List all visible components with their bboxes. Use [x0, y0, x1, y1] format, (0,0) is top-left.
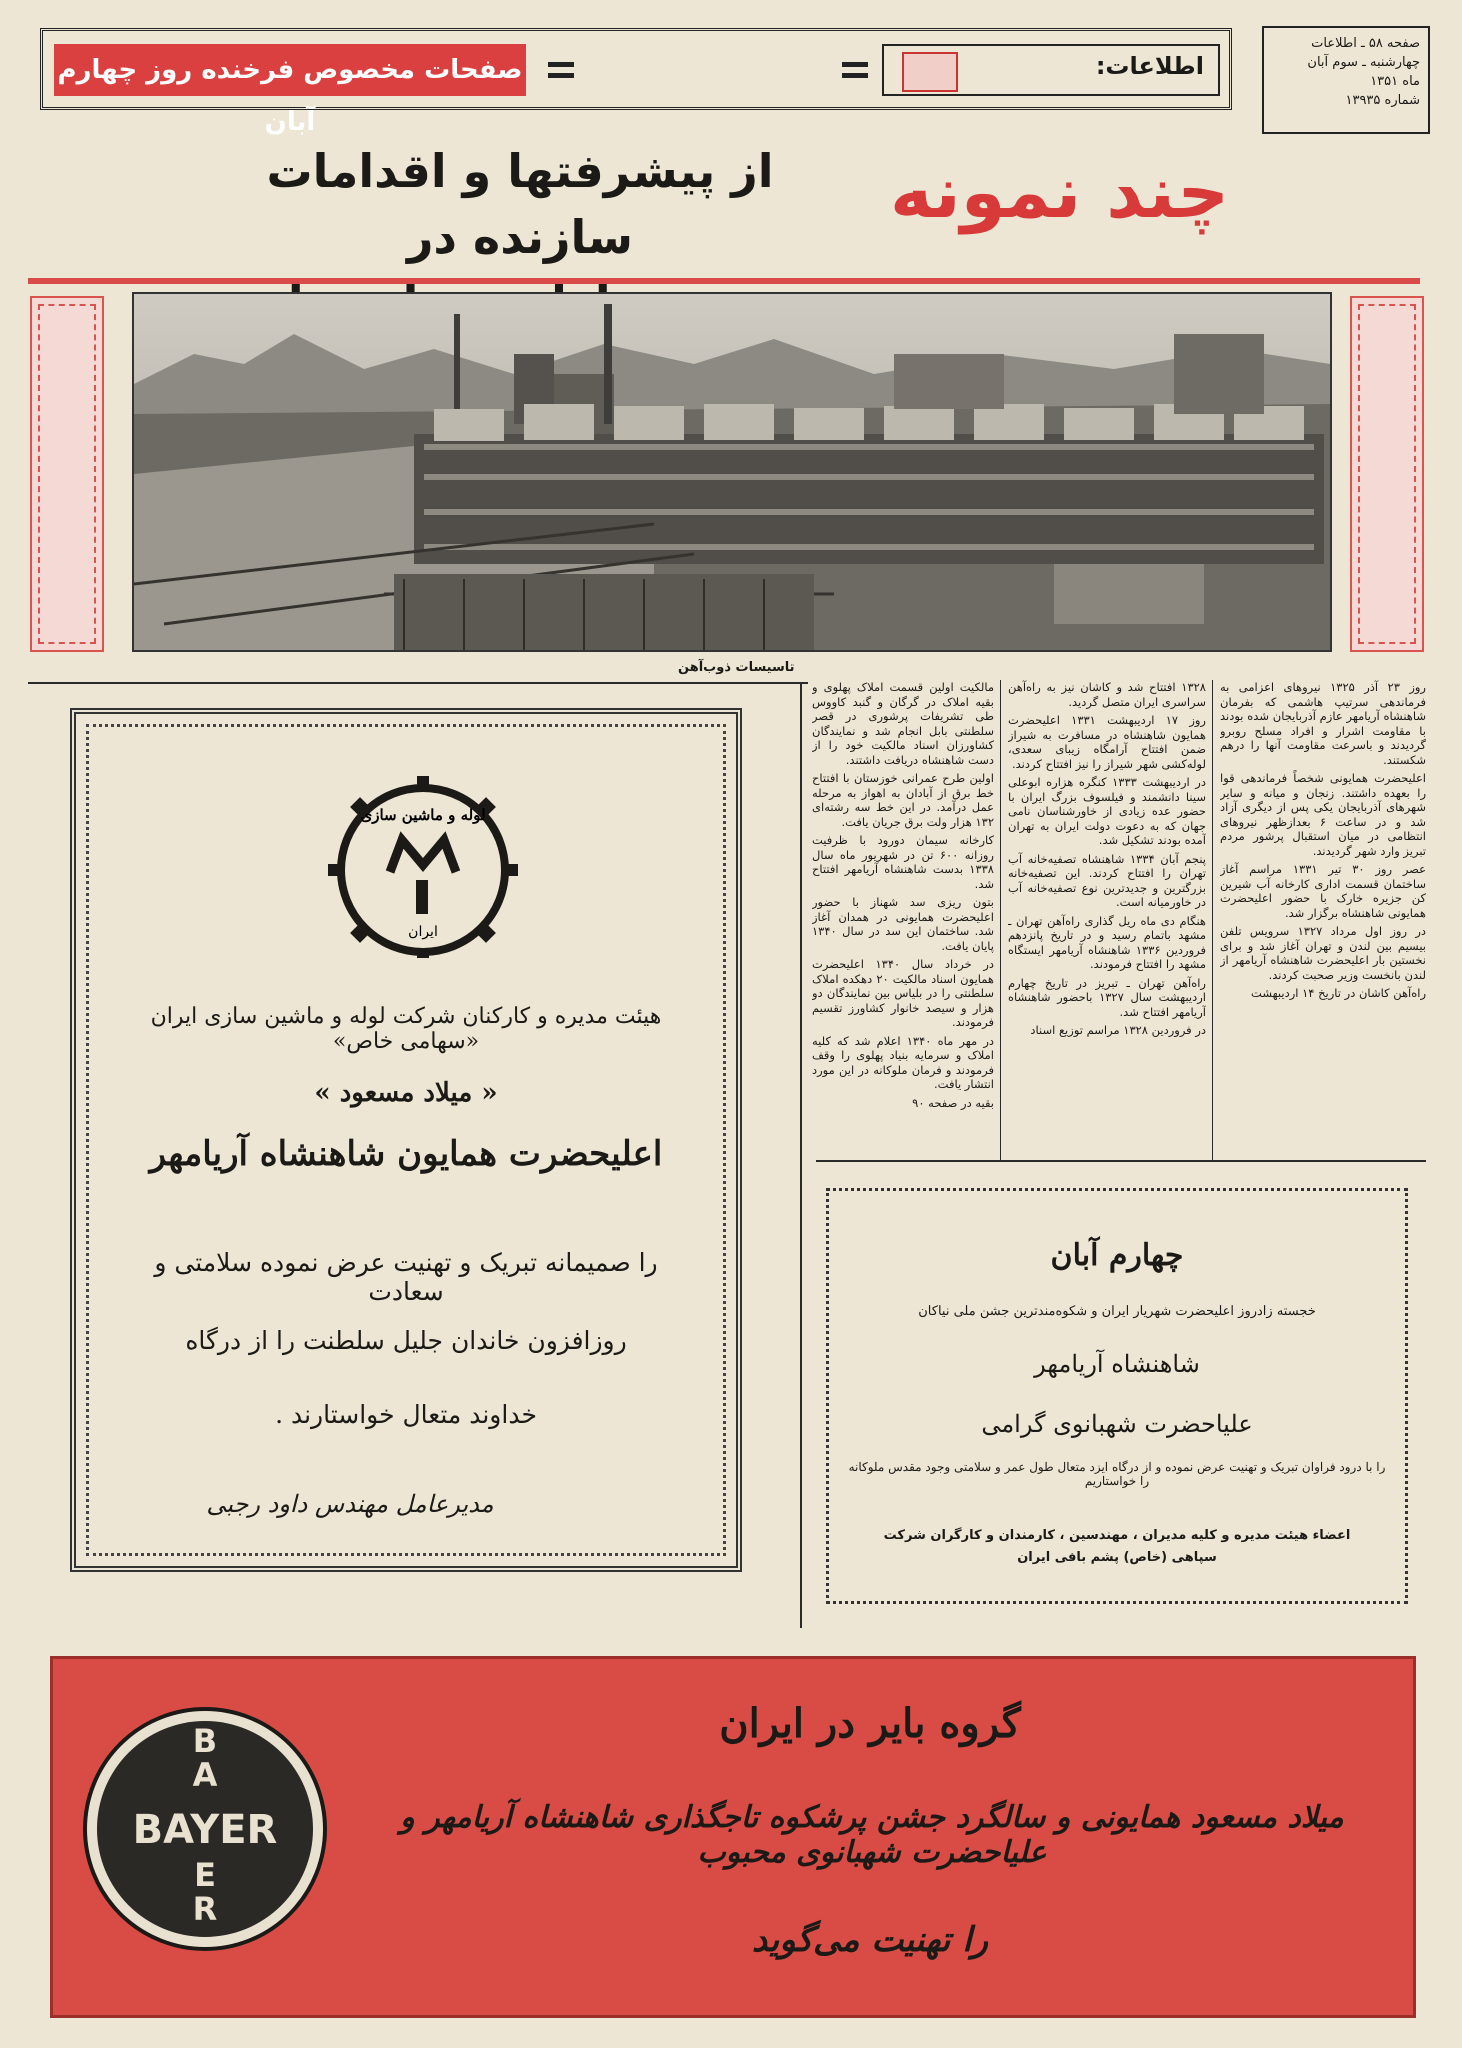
logo-bottom-text: ایران — [408, 924, 438, 940]
paper-name: اطلاعات: — [1095, 52, 1204, 80]
ad-right-title: چهارم آبان — [1050, 1238, 1184, 1273]
article-paragraph: مالکیت اولین قسمت املاک پهلوی و بقیه املاک در گرگان و گنبد کاووس طی تشریفات پرشوری در قصر سلطنتی بابل انجام شد و نمایندگان کشاورزان اسناد مالکیت خود را از دست شاهنشاه دریافت داشتند. — [812, 680, 994, 767]
section-rule — [816, 1160, 1426, 1162]
ad-right-line-3: علیاحضرت شهبانوی گرامی — [981, 1410, 1253, 1438]
ornament-border-right — [1350, 296, 1424, 652]
ad-right-footer-2: سپاهی (خاص) پشم بافی ایران — [1017, 1550, 1217, 1565]
ad-left-line-2: « میلاد مسعود » — [314, 1078, 498, 1108]
article-column-3 — [812, 680, 994, 1156]
bayer-horizontal-word: BAYER — [132, 1807, 278, 1853]
article-paragraph: هنگام دی ماه ریل گذاری راه‌آهن تهران ـ مشهد باتمام رسید و در تاریخ پانزدهم فروردین ۱۳۳۶ شاهنشاه آریامهر ایستگاه مشهد را افتتاح فرمودند. — [1008, 913, 1206, 971]
photo-caption: تاسیسات ذوب‌آهن — [678, 660, 795, 675]
gear-company-logo — [318, 770, 528, 960]
article-paragraph: در خرداد سال ۱۳۴۰ اعلیحضرت همایون اسناد مالکیت ۲۰ دهکده املاک سلطنتی را در بلیاس بین نمایندگان دو هزار و سیصد خانوار کشاورز تقسیم فرمودند. — [812, 957, 994, 1029]
article-paragraph: بتون ریزی سد شهناز با حضور اعلیحضرت همایونی در همدان آغاز شد. ساختمان این سد در سال ۱۳۴۰ پایان یافت. — [812, 895, 994, 953]
issue-info — [1262, 26, 1430, 134]
ad-left-signature: مدیرعامل مهندس داود رجبی — [206, 1490, 494, 1518]
article-paragraph: روز ۱۷ اردیبهشت ۱۳۳۱ اعلیحضرت همایون شاهنشاه در مسافرت به شیراز ضمن افتتاح آرامگاه زیبای سعدی، لوله‌کشی شهر شیراز را نیز افتتاح کردند. — [1008, 713, 1206, 771]
article-column-2 — [1008, 680, 1206, 1156]
article-paragraph: در مهر ماه ۱۳۴۰ اعلام شد که کلیه املاک و سرمایه بنیاد پهلوی را وقف فرمودند و فرمان ملوکانه در این مورد انتشار یافت. — [812, 1033, 994, 1091]
article-paragraph: عصر روز ۳۰ تیر ۱۳۳۱ مراسم آغاز ساختمان قسمت اداری کارخانه آب شیرین کن جزیره خارک با حضور اعلیحضرت همایونی شاهنشاه برگزار شد. — [1220, 862, 1426, 920]
article-paragraph: اعلیحضرت همایونی شخصاً فرماندهی قوا را بعهده داشتند. زنجان و میانه و سایر شهرهای آذربایجان یکی پس از دیگری آزاد شد و در ساعت ۶ بعدازظهر نیروهای انتظامی در میان استقبال پرشور مردم تبریز وارد شهر گردیدند. — [1220, 771, 1426, 858]
paper-name-box — [882, 44, 1220, 96]
divider-mark — [842, 62, 868, 78]
column-rule — [1212, 680, 1213, 1162]
issue-line: صفحه ۵۸ ـ اطلاعات — [1311, 36, 1420, 51]
column-rule — [800, 682, 802, 1628]
article-paragraph: اولین طرح عمرانی خوزستان با افتتاح خط برق از آبادان به اهواز به مرحله عمل درآمد. در این خط سه رشته‌ای ۱۳۲ هزار ولت برق جریان یافت. — [812, 771, 994, 829]
logo-arc-text: لوله و ماشین سازی — [360, 806, 486, 824]
headline-sub-line: از پیشرفتها و اقدامات سازنده در — [266, 144, 774, 264]
article-paragraph: ۱۳۲۸ افتتاح شد و کاشان نیز به راه‌آهن سراسری ایران متصل گردید. — [1008, 680, 1206, 709]
article-column-1 — [1220, 680, 1426, 1156]
bayer-line-2: را تهنیت می‌گوید — [751, 1920, 989, 1960]
bayer-cross-logo — [82, 1706, 328, 1952]
steel-plant-illustration — [134, 294, 1330, 650]
headline-rule — [28, 278, 1420, 284]
issue-line: شماره ۱۳۹۳۵ — [1345, 93, 1420, 108]
bayer-letter: R — [192, 1890, 218, 1928]
article-paragraph: در روز اول مرداد ۱۳۲۷ سرویس تلفن بیسیم بین لندن و تهران آغاز شد و برای نخستین بار اعلیحضرت شاهنشاه آریامهر از لندن بانخست وزیر صحبت کردند. — [1220, 924, 1426, 982]
article-paragraph: در اردیبهشت ۱۳۳۳ کنگره هزاره ابوعلی سینا دانشمند و فیلسوف بزرگ ایران با حضور عده زیادی از خاورشناسان نامی جهان که به دعوت دولت ایران به تهران آمده بودند تشکیل شد. — [1008, 775, 1206, 847]
ad-right-line-1: خجسته زادروز اعلیحضرت شهریار ایران و شکوه‌مندترین جشن ملی نیاکان — [918, 1304, 1316, 1319]
issue-line: چهارشنبه ـ سوم آبان — [1307, 55, 1420, 70]
ad-left-line-4: را صمیمانه تبریک و تهنیت عرض نموده سلامتی و سعادت — [154, 1248, 658, 1306]
bayer-letter: A — [192, 1756, 218, 1794]
ad-right-line-4: را با درود فراوان تبریک و تهنیت عرض نموده و از درگاه ایزد متعال طول عمر و سلامتی وجود مقدس ملوکانه را خواستاریم — [848, 1460, 1386, 1488]
ad-left-line-1: هیئت مدیره و کارکنان شرکت لوله و ماشین سازی ایران «سهامی خاص» — [150, 1004, 662, 1054]
article-paragraph: راه‌آهن کاشان در تاریخ ۱۴ اردیبهشت — [1251, 986, 1426, 1000]
issue-line: ماه ۱۳۵۱ — [1370, 74, 1420, 89]
section-rule — [28, 682, 808, 684]
bayer-line-1: میلاد مسعود همایونی و سالگرد جشن پرشکوه تاجگذاری شاهنشاه آریامهر و علیاحضرت شهبانوی محبوب — [400, 1800, 1344, 1870]
steel-plant-photo — [132, 292, 1332, 652]
ad-left-line-3: اعلیحضرت همایون شاهنشاه آریامهر — [149, 1134, 663, 1174]
ad-right-line-2: شاهنشاه آریامهر — [1034, 1350, 1200, 1378]
bayer-letter: E — [194, 1856, 216, 1894]
bayer-letter: B — [192, 1722, 218, 1760]
ornament-border-left — [30, 296, 104, 652]
headline-main: چند نمونه — [890, 150, 1230, 234]
article-paragraph: راه‌آهن تهران ـ تبریز در تاریخ چهارم اردیبهشت سال ۱۳۲۷ باحضور شاهنشاه آریامهر افتتاح شد. — [1008, 975, 1206, 1019]
continued-note: بقیه در صفحه ۹۰ — [912, 1095, 994, 1110]
column-rule — [1000, 680, 1001, 1162]
bayer-title: گروه بایر در ایران — [719, 1700, 1021, 1747]
divider-mark — [548, 62, 574, 78]
special-pages-banner: صفحات مخصوص فرخنده روز چهارم آبان — [54, 44, 526, 96]
article-paragraph: پنجم آبان ۱۳۳۴ شاهنشاه تصفیه‌خانه آب تهران را افتتاح کردند. این تصفیه‌خانه بزرگترین و جدیدترین نوع تصفیه‌خانه آب در خاورمیانه است. — [1008, 851, 1206, 909]
article-paragraph: در فروردین ۱۳۲۸ مراسم توزیع اسناد — [1030, 1023, 1206, 1037]
article-paragraph: کارخانه سیمان دورود با ظرفیت روزانه ۶۰۰ تن در شهریور ماه سال ۱۳۳۸ بدست شاهنشاه آریامهر افتتاح شد. — [812, 833, 994, 891]
newspaper-logo-icon — [902, 52, 958, 92]
article-paragraph: روز ۲۳ آذر ۱۳۲۵ نیروهای اعزامی به فرماندهی سرتیپ هاشمی که بفرمان شاهنشاه آریامهر عازم آذربایجان شده بودند با مقاومت اشرار و افراد مسلح روبرو گردیدند و باسرعت مقاومت آنها را درهم شکستند. — [1220, 680, 1426, 767]
ad-left-line-5: روزافزون خاندان جلیل سلطنت را از درگاه — [185, 1326, 627, 1355]
ad-left-line-6: خداوند متعال خواستارند . — [275, 1400, 537, 1429]
ad-right-footer-1: اعضاء هیئت مدیره و کلیه مدیران ، مهندسین ، کارمندان و کارگران شرکت — [883, 1528, 1351, 1543]
